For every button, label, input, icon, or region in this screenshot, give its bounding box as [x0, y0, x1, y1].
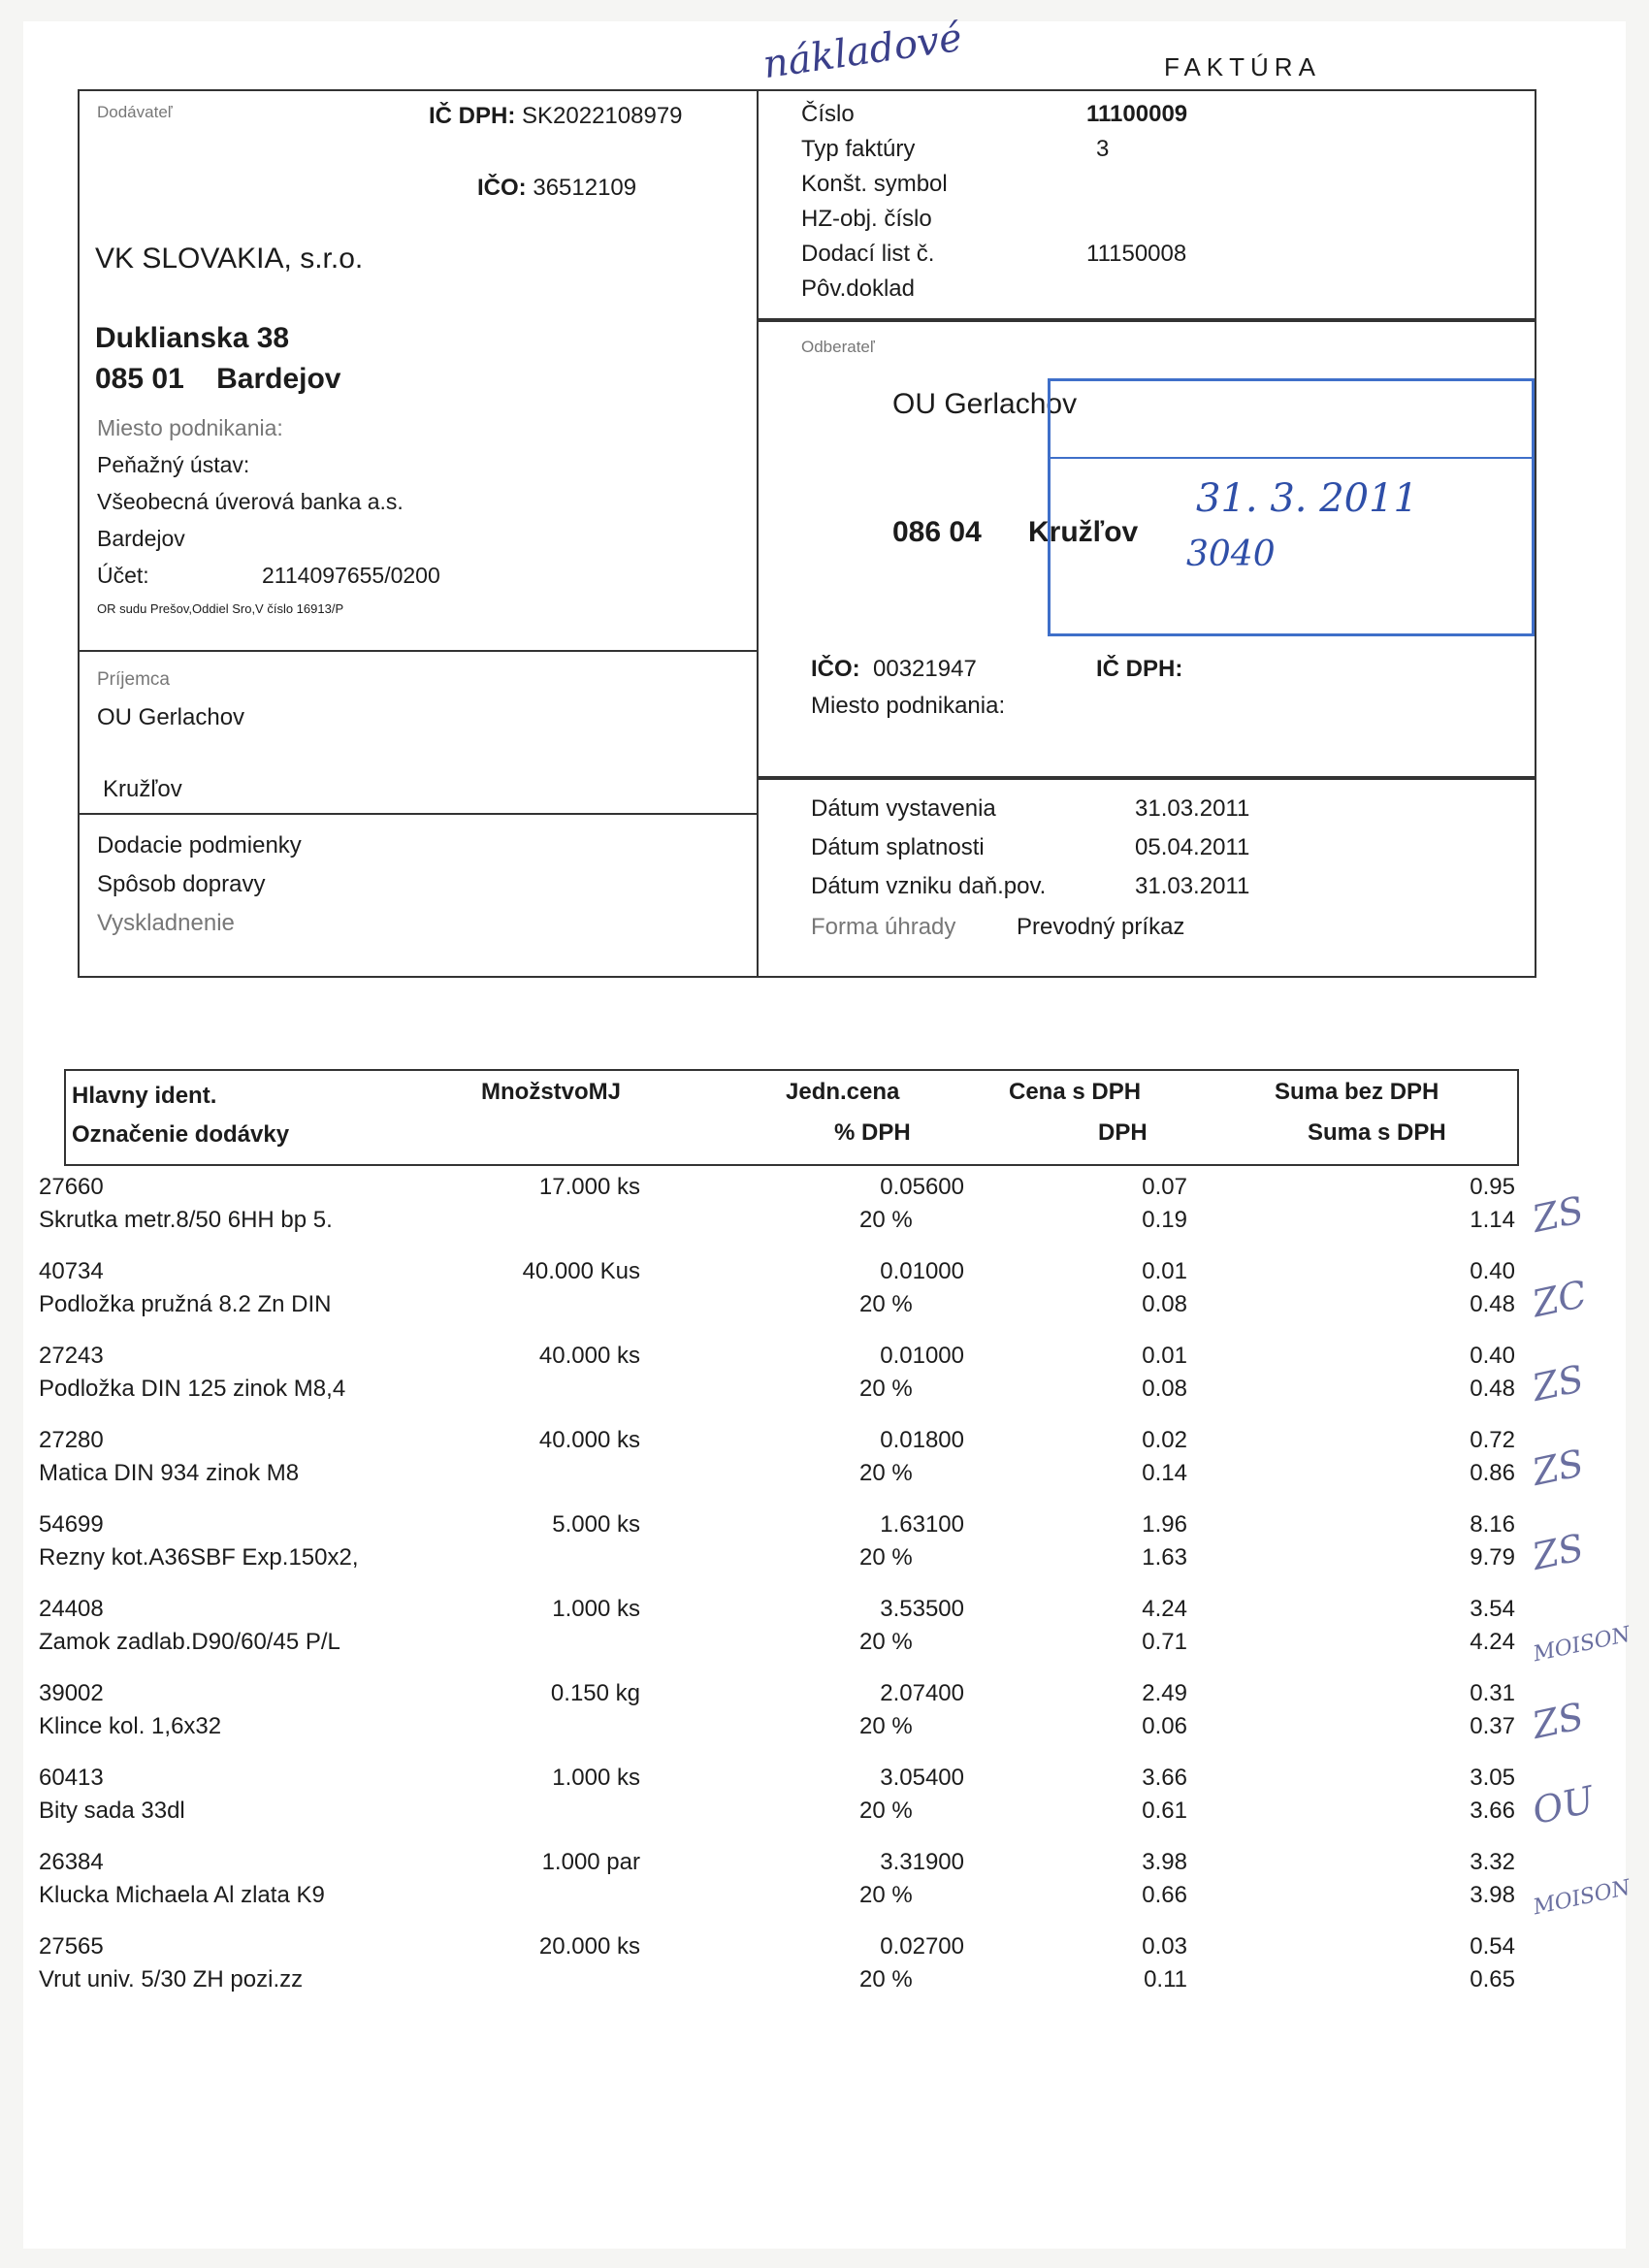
item-id: 54699 — [39, 1511, 104, 1538]
col-header-id: Hlavny ident. — [72, 1083, 217, 1109]
item-description: Klucka Michaela Al zlata K9 — [39, 1882, 325, 1908]
item-vat-pct: 20 % — [859, 1291, 913, 1317]
item-sum-no-vat: 0.40 — [1470, 1343, 1515, 1369]
item-description: Rezny kot.A36SBF Exp.150x2, — [39, 1544, 359, 1571]
handwritten-item-note: ZS — [1528, 1188, 1588, 1241]
delivery-note-number: 11150008 — [1086, 241, 1187, 267]
item-quantity: 1.000 ks — [552, 1765, 640, 1791]
item-price-vat: 3.98 — [1142, 1849, 1187, 1875]
table-row — [23, 1174, 1626, 1258]
item-sum-no-vat: 8.16 — [1470, 1511, 1515, 1538]
supplier-account-label: Účet: — [97, 563, 149, 588]
item-quantity: 17.000 ks — [538, 1174, 640, 1200]
item-sum-no-vat: 0.31 — [1470, 1680, 1515, 1706]
supplier-bank-name: Všeobecná úverová banka a.s. — [97, 489, 404, 514]
item-price-vat: 1.96 — [1142, 1511, 1187, 1538]
supplier-company-id: IČO: 36512109 — [477, 175, 637, 201]
item-unit-price: 0.01800 — [880, 1427, 964, 1453]
item-price-vat: 0.03 — [1142, 1933, 1187, 1960]
customer-vat-id-label: IČ DPH: — [1096, 656, 1183, 682]
table-row — [23, 1765, 1626, 1849]
customer-zip: 086 04 — [892, 516, 982, 548]
supplier-bank-label: Peňažný ústav: — [97, 452, 250, 477]
items-list — [23, 1174, 1633, 2008]
item-sum-vat: 9.79 — [1470, 1544, 1515, 1571]
item-unit-price: 0.01000 — [880, 1258, 964, 1284]
item-description: Vrut univ. 5/30 ZH pozi.zz — [39, 1966, 304, 1993]
item-sum-no-vat: 3.32 — [1470, 1849, 1515, 1875]
col-header-qty: MnožstvoMJ — [481, 1079, 621, 1105]
item-quantity: 0.150 kg — [550, 1680, 640, 1706]
item-vat: 0.08 — [1142, 1291, 1187, 1317]
supplier-street: Duklianska 38 — [95, 322, 290, 354]
item-quantity: 40.000 ks — [538, 1427, 640, 1453]
item-sum-no-vat: 3.05 — [1470, 1765, 1515, 1791]
table-row — [23, 1343, 1626, 1427]
col-header-desc: Označenie dodávky — [72, 1121, 290, 1148]
item-sum-vat: 0.48 — [1470, 1376, 1515, 1402]
item-description: Bity sada 33dl — [39, 1798, 185, 1824]
handwritten-item-note: MOISON — [1531, 1622, 1633, 1668]
col-header-sum-no-vat: Suma bez DPH — [1275, 1079, 1439, 1105]
item-vat-pct: 20 % — [859, 1376, 913, 1402]
item-unit-price: 2.07400 — [880, 1680, 964, 1706]
storage-label: Vyskladnenie — [97, 910, 235, 936]
col-header-unit-price: Jedn.cena — [786, 1079, 900, 1105]
customer-city: Kružľov — [1028, 516, 1139, 548]
item-vat-pct: 20 % — [859, 1629, 913, 1655]
item-description: Matica DIN 934 zinok M8 — [39, 1460, 300, 1486]
handwritten-item-note: ZS — [1528, 1695, 1588, 1747]
item-id: 27660 — [39, 1174, 104, 1200]
item-quantity: 40.000 ks — [538, 1343, 640, 1369]
item-description: Podložka DIN 125 zinok M8,4 — [39, 1376, 346, 1402]
item-quantity: 40.000 Kus — [522, 1258, 640, 1284]
item-sum-no-vat: 0.40 — [1470, 1258, 1515, 1284]
stamp-number: 3040 — [1186, 535, 1276, 574]
table-row — [23, 1596, 1633, 1680]
item-id: 27280 — [39, 1427, 104, 1453]
item-sum-vat: 3.66 — [1470, 1798, 1515, 1824]
handwritten-item-note: ZS — [1528, 1357, 1588, 1409]
item-vat: 0.06 — [1142, 1713, 1187, 1739]
supplier-vat-id: IČ DPH: SK2022108979 — [429, 103, 683, 129]
handwritten-item-note: ZS — [1528, 1442, 1588, 1494]
item-vat: 1.63 — [1142, 1544, 1187, 1571]
table-row — [23, 1511, 1626, 1596]
handwritten-item-note: MOISON — [1531, 1875, 1633, 1921]
item-unit-price: 3.05400 — [880, 1765, 964, 1791]
item-price-vat: 2.49 — [1142, 1680, 1187, 1706]
item-vat: 0.19 — [1142, 1207, 1187, 1233]
table-row — [23, 1680, 1626, 1765]
handwritten-item-note: ZC — [1529, 1272, 1591, 1326]
item-price-vat: 0.02 — [1142, 1427, 1187, 1453]
item-unit-price: 0.02700 — [880, 1933, 964, 1960]
item-id: 27243 — [39, 1343, 104, 1369]
item-id: 60413 — [39, 1765, 104, 1791]
item-id: 27565 — [39, 1933, 104, 1960]
due-date: 05.04.2011 — [1135, 834, 1250, 860]
stamp-date: 31. 3. 2011 — [1196, 476, 1419, 521]
item-description: Podložka pružná 8.2 Zn DIN — [39, 1291, 332, 1317]
handwritten-item-note: ZS — [1528, 1526, 1588, 1578]
item-sum-no-vat: 0.54 — [1470, 1933, 1515, 1960]
col-header-sum-vat: Suma s DPH — [1308, 1119, 1446, 1146]
invoice-number: 11100009 — [1086, 101, 1188, 127]
item-price-vat: 3.66 — [1142, 1765, 1187, 1791]
col-header-price-vat: Cena s DPH — [1009, 1079, 1142, 1105]
item-sum-vat: 3.98 — [1470, 1882, 1515, 1908]
item-sum-vat: 0.48 — [1470, 1291, 1515, 1317]
item-quantity: 1.000 par — [541, 1849, 640, 1875]
handwritten-note-top: nákladové — [760, 15, 965, 88]
item-price-vat: 4.24 — [1142, 1596, 1187, 1622]
item-sum-no-vat: 3.54 — [1470, 1596, 1515, 1622]
item-quantity: 20.000 ks — [538, 1933, 640, 1960]
supplier-register: OR sudu Prešov,Oddiel Sro,V číslo 16913/P — [97, 601, 344, 616]
item-description: Zamok zadlab.D90/60/45 P/L — [39, 1629, 340, 1655]
supplier-account: 2114097655/0200 — [262, 563, 440, 588]
col-header-vat: DPH — [1098, 1119, 1148, 1146]
item-quantity: 5.000 ks — [552, 1511, 640, 1538]
tax-date: 31.03.2011 — [1135, 873, 1250, 899]
item-vat-pct: 20 % — [859, 1713, 913, 1739]
item-unit-price: 3.53500 — [880, 1596, 964, 1622]
item-description: Klince kol. 1,6x32 — [39, 1713, 222, 1739]
recipient-label: Príjemca — [97, 669, 170, 690]
item-vat: 0.61 — [1142, 1798, 1187, 1824]
customer-label: Odberateľ — [801, 338, 875, 356]
issue-date: 31.03.2011 — [1135, 795, 1250, 822]
payment-method: Prevodný príkaz — [1017, 914, 1185, 940]
item-vat: 0.11 — [1144, 1966, 1187, 1993]
delivery-conditions: Dodacie podmienky — [97, 832, 302, 859]
item-price-vat: 0.01 — [1142, 1343, 1187, 1369]
item-unit-price: 0.05600 — [880, 1174, 964, 1200]
supplier-bank-city: Bardejov — [97, 526, 185, 551]
received-stamp — [1048, 378, 1535, 636]
item-quantity: 1.000 ks — [552, 1596, 640, 1622]
customer-business-place: Miesto podnikania: — [811, 693, 1006, 719]
item-vat-pct: 20 % — [859, 1207, 913, 1233]
item-description: Skrutka metr.8/50 6HH bp 5. — [39, 1207, 333, 1233]
item-price-vat: 0.07 — [1142, 1174, 1187, 1200]
recipient-name: OU Gerlachov — [97, 704, 245, 730]
supplier-name: VK SLOVAKIA, s.r.o. — [95, 243, 364, 275]
table-row — [23, 1849, 1633, 1933]
item-sum-vat: 0.65 — [1470, 1966, 1515, 1993]
supplier-business-place: Miesto podnikania: — [97, 415, 283, 440]
item-unit-price: 1.63100 — [880, 1511, 964, 1538]
item-vat-pct: 20 % — [859, 1882, 913, 1908]
item-sum-vat: 0.37 — [1470, 1713, 1515, 1739]
item-vat-pct: 20 % — [859, 1460, 913, 1486]
item-sum-vat: 1.14 — [1470, 1207, 1515, 1233]
recipient-city: Kružľov — [103, 776, 182, 802]
transport-method: Spôsob dopravy — [97, 871, 266, 897]
customer-name: OU Gerlachov — [892, 388, 1078, 420]
item-sum-no-vat: 0.72 — [1470, 1427, 1515, 1453]
supplier-zip-city: 085 01 Bardejov — [95, 363, 341, 395]
item-price-vat: 0.01 — [1142, 1258, 1187, 1284]
item-vat: 0.14 — [1142, 1460, 1187, 1486]
item-id: 39002 — [39, 1680, 104, 1706]
item-vat: 0.08 — [1142, 1376, 1187, 1402]
item-vat-pct: 20 % — [859, 1798, 913, 1824]
document-title: FAKTÚRA — [1164, 52, 1321, 81]
item-id: 40734 — [39, 1258, 104, 1284]
table-row — [23, 1427, 1626, 1511]
item-unit-price: 3.31900 — [880, 1849, 964, 1875]
item-unit-price: 0.01000 — [880, 1343, 964, 1369]
item-vat: 0.66 — [1142, 1882, 1187, 1908]
item-sum-vat: 4.24 — [1470, 1629, 1515, 1655]
item-id: 24408 — [39, 1596, 104, 1622]
item-vat: 0.71 — [1142, 1629, 1187, 1655]
item-vat-pct: 20 % — [859, 1966, 913, 1993]
supplier-label: Dodávateľ — [97, 103, 173, 121]
handwritten-item-note: OU — [1529, 1777, 1599, 1833]
table-row — [23, 1933, 1626, 2018]
col-header-vat-pct: % DPH — [834, 1119, 911, 1146]
item-sum-no-vat: 0.95 — [1470, 1174, 1515, 1200]
item-sum-vat: 0.86 — [1470, 1460, 1515, 1486]
item-id: 26384 — [39, 1849, 104, 1875]
customer-company-id: IČO: 00321947 — [811, 656, 977, 682]
item-vat-pct: 20 % — [859, 1544, 913, 1571]
table-row — [23, 1258, 1626, 1343]
invoice-page: nákladové FAKTÚRA Dodávateľ IČ DPH: SK2022108979 IČO: 36512109 VK SLOVAKIA, s.r.o. Duklianska 38 085 01 Bardejov Miesto podnikania: Peňažný ústav: Všeobecná úverová banka a.s. Bardejov Účet: 2114097655/0200 OR sudu Prešov,Oddiel Sro,V číslo 16913/P Príjemca OU Gerlachov Kružľov Dodacie podmienky Spôsob dopravy Vyskladnenie Číslo 11100009 Typ faktúry 3 Konšt. symbol HZ-obj. číslo Dodací list č. 11150008 Pôv.doklad Odberateľ OU Gerlachov 086 04 Kružľov 31. 3. 2011 3040 IČO: 00321947 IČ DPH: Miesto podnikania: Dátum vystavenia 31.03.2011 Dátum splatnosti 05.04.2011 Dátum vzniku daň.pov. 31.03.2011 Forma úhrady Prevodný príkaz Hlavny ident. Označenie dodávky MnožstvoMJ Jedn.cena % DPH Cena s DPH DPH Suma bez DPH Suma s DPH 27660 Skrutka metr.8/50 6HH bp 5. 17.000 ks 0.05600 20 % 0.07 0.19 0.95 1.14 ZS 40734 Podložka pružná 8.2 Zn DIN 40.000 Kus 0.01000 20 % 0.01 0.08 0.40 0.48 ZC 27243 Podložka DIN 125 zinok M8,4 40.000 ks 0.01000 20 % 0.01 0.08 0.40 0.48 ZS 27280 Matica DIN 934 zinok M8 40.000 ks 0.01800 20 % 0.02 0.14 0.72 0.86 ZS 54699 Rezny kot.A36SBF Exp.150x2, 5.000 ks 1.63100 20 % 1.96 1.63 8.16 9.79 ZS 24408 Zamok zadlab.D90/60/45 P/L 1.000 ks 3.53500 20 % 4.24 0.71 3.54 4.24 MOISON 39002 Klince kol. 1,6x32 0.150 kg 2.07400 20 % 2.49 0.06 0.31 0.37 ZS 60413 Bity sada 33dl 1.000 ks 3.05400 20 % 3.66 0.61 3.05 3.66 OU 26384 Klucka Michaela Al zlata K9 1.000 par 3.31900 20 % 3.98 0.66 3.32 3.98 MOISON 27565 Vrut univ. 5/30 ZH pozi.zz 20.000 ks 0.02700 20 % 0.03 0.11 0.54 0.65 — [23, 21, 1626, 2249]
